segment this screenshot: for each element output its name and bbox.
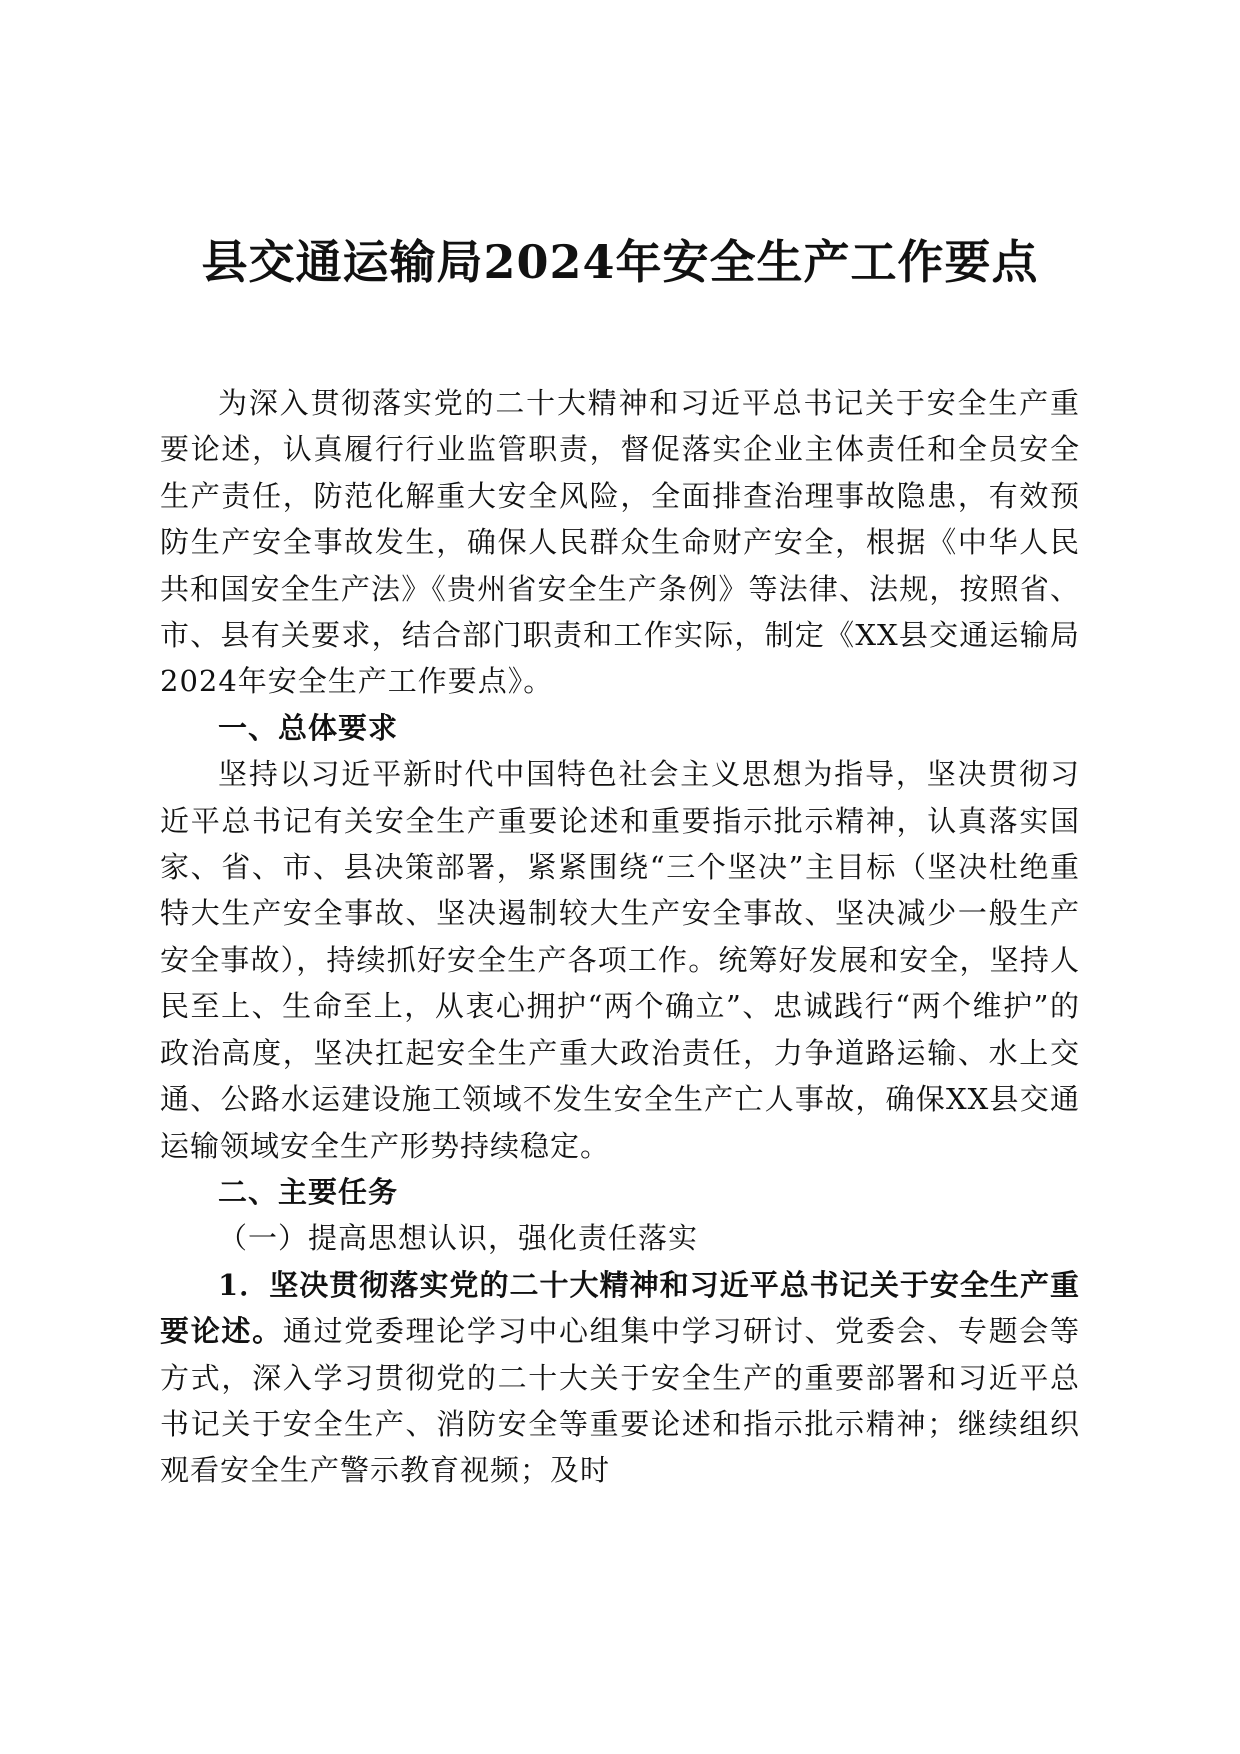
- intro-paragraph: 为深入贯彻落实党的二十大精神和习近平总书记关于安全生产重要论述，认真履行行业监管职责，督促落实企业主体责任和全员安全生产责任，防范化解重大安全风险，全面排查治理事故隐患，有效预防生产安全事故发生，确保人民群众生命财产安全，根据《中华人民共和国安全生产法》《贵州省安全生产条例》等法律、法规，按照省、市、县有关要求，结合部门职责和工作实际，制定《XX县交通运输局2024年安全生产工作要点》。: [160, 386, 1080, 699]
- item-1-paragraph: [160, 1262, 1080, 1494]
- item-1-body: 通过党委理论学习中心组集中学习研讨、党委会、专题会等方式，深入学习贯彻党的二十大关于安全生产的重要部署和习近平总书记关于安全生产、消防安全等重要论述和指示批示精神；继续组织观看安全生产警示教育视频；及时: [160, 1314, 1080, 1488]
- item-1-lead: 1．坚决贯彻落实党的二十大精神和习近平总书记关于安全生产重要论述。: [160, 1267, 1080, 1349]
- general-requirements-paragraph: 坚持以习近平新时代中国特色社会主义思想为指导，坚决贯彻习近平总书记有关安全生产重要论述和重要指示批示精神，认真落实国家、省、市、县决策部署，紧紧围绕“三个坚决”主目标（坚决杜绝重特大生产安全事故、坚决遏制较大生产安全事故、坚决减少一般生产安全事故），持续抓好安全生产各项工作。统筹好发展和安全，坚持人民至上、生命至上，从衷心拥护“两个确立”、忠诚践行“两个维护”的政治高度，坚决扛起安全生产重大政治责任，力争道路运输、水上交通、公路水运建设施工领域不发生安全生产亡人事故，确保XX县交通运输领域安全生产形势持续稳定。: [160, 757, 1080, 1163]
- subsection-heading-responsibility: （一）提高思想认识，强化责任落实: [218, 1221, 699, 1256]
- section-heading-general-requirements: 一、总体要求: [218, 710, 399, 745]
- document-body: [160, 380, 1080, 1494]
- document-title: 县交通运输局2024年安全生产工作要点: [201, 235, 1039, 289]
- section-heading-main-tasks: 二、主要任务: [218, 1174, 399, 1209]
